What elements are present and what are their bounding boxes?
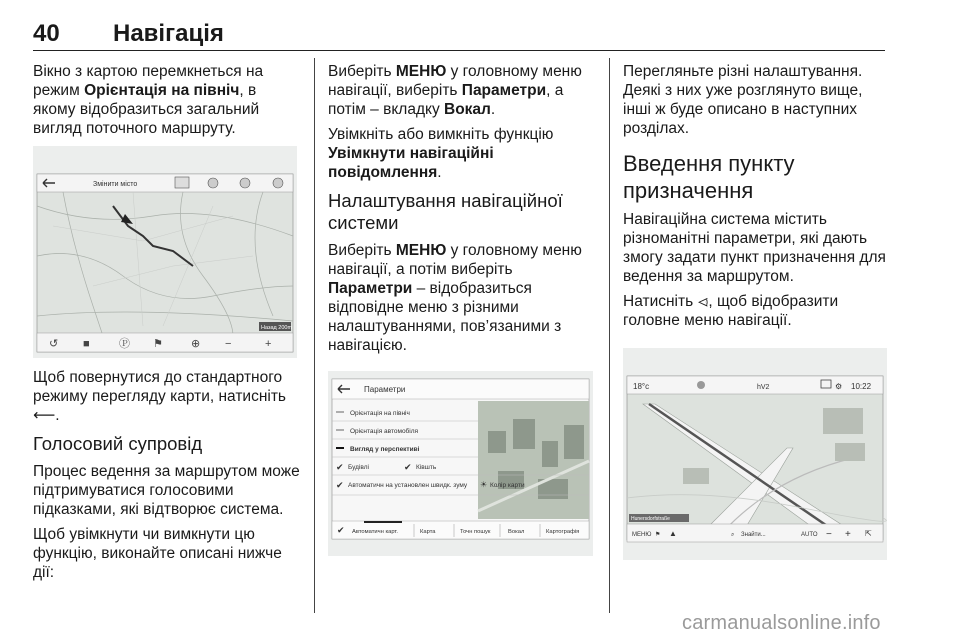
paragraph: Процес ведення за маршрутом може підтримуватися голосовими підказками, які відтворює система. <box>33 463 300 518</box>
svg-text:Орієнтація на північ: Орієнтація на північ <box>350 410 410 417</box>
svg-text:⊕: ⊕ <box>191 338 201 350</box>
navigation-screenshot <box>623 348 887 560</box>
paragraph: Щоб увімкнути чи вимкнути цю функцію, виконайте описані нижче дії: <box>33 526 282 581</box>
settings-screen-image <box>328 371 593 556</box>
svg-text:⌕: ⌕ <box>731 532 735 538</box>
paragraph: Вікно з картою перемкнеться на режим Орієнтація на північ, в якому відобразиться загальний вигляд поточного маршруту. <box>33 63 264 137</box>
column-1 <box>33 62 303 588</box>
paragraph: Навігаційна система містить різноманітні параметри, які дають змогу задати пункт призначення для ведення за маршрутом. <box>623 211 886 285</box>
section-heading: Налаштування навігаційної системи <box>328 190 563 233</box>
svg-text:18°c: 18°c <box>633 382 650 391</box>
svg-text:+: + <box>265 338 272 350</box>
svg-text:Автоматичн на установлен швидк: Автоматичн на установлен швидк. зуму <box>348 482 468 489</box>
back-arrow-icon: ⟵ <box>33 407 56 424</box>
svg-text:Колір карти: Колір карти <box>490 482 525 489</box>
svg-text:☀: ☀ <box>480 480 488 489</box>
svg-text:Ківшть: Ківшть <box>416 464 437 471</box>
chapter-title: Навігація <box>113 20 224 47</box>
svg-text:Назад 200m: Назад 200m <box>261 325 293 331</box>
svg-text:Карта: Карта <box>420 529 436 535</box>
svg-text:✔: ✔ <box>336 462 344 472</box>
svg-text:▲: ▲ <box>669 529 677 538</box>
section-heading: Голосовий супровід <box>33 433 203 454</box>
svg-text:Ⓟ: Ⓟ <box>119 338 130 350</box>
paragraph: Натисніть ⏿, щоб відобразити головне меню навігації. <box>623 293 839 329</box>
svg-text:МЕНЮ: МЕНЮ <box>632 532 652 538</box>
svg-text:hV2: hV2 <box>757 384 770 391</box>
svg-text:Автоматичн карт.: Автоматичн карт. <box>352 529 399 535</box>
page-header <box>33 18 885 51</box>
svg-text:⚑: ⚑ <box>655 532 661 538</box>
svg-text:Змінити місто: Змінити місто <box>93 181 138 188</box>
svg-text:⇱: ⇱ <box>865 529 872 538</box>
svg-text:↺: ↺ <box>49 338 59 350</box>
column-divider <box>314 58 315 613</box>
navigation-menu-icon: ⏿ <box>697 293 709 310</box>
svg-text:+: + <box>845 529 851 540</box>
svg-text:■: ■ <box>83 338 90 350</box>
paragraph: Виберіть МЕНЮ у головному меню навігації, а потім виберіть Параметри – відобразиться відповідне меню з різними налаштуваннями, пов’язаними з навігацією. <box>328 242 582 354</box>
column-2 <box>328 62 600 556</box>
svg-text:Вокал: Вокал <box>508 529 525 535</box>
svg-text:Будівлі: Будівлі <box>348 464 369 471</box>
svg-text:−: − <box>826 529 832 540</box>
svg-text:Параметри: Параметри <box>364 385 406 394</box>
paragraph: Виберіть МЕНЮ у головному меню навігації, виберіть Параметри, а потім – вкладку Вокал. <box>328 63 582 118</box>
svg-text:−: − <box>225 338 232 350</box>
svg-text:Знайти...: Знайти... <box>741 532 766 538</box>
paragraph: Увімкніть або вимкніть функцію Увімкнути навігаційні повідомлення. <box>328 126 554 181</box>
watermark: carmanualsonline.info <box>682 612 881 634</box>
svg-text:Орієнтація автомобіля: Орієнтація автомобіля <box>350 428 419 435</box>
section-heading: Введення пункту призначення <box>623 151 795 203</box>
paragraph: Щоб повернутися до стандартного режиму перегляду карти, натисніть ⟵. <box>33 369 287 424</box>
column-divider <box>609 58 610 613</box>
svg-text:✔: ✔ <box>336 480 344 490</box>
map-screenshot <box>33 146 297 358</box>
svg-text:⚑: ⚑ <box>153 338 163 350</box>
svg-text:⚙: ⚙ <box>835 382 843 391</box>
svg-text:AUTO: AUTO <box>801 532 818 538</box>
svg-text:Точн пошук: Точн пошук <box>460 529 491 535</box>
column-3 <box>623 62 888 560</box>
page-number: 40 <box>33 20 60 47</box>
svg-text:✔: ✔ <box>404 462 412 472</box>
map-screen-image <box>33 146 297 358</box>
paragraph: Перегляньте різні налаштування. Деякі з них уже розглянуто вище, інші ж буде описано в наступних розділах. <box>623 63 863 137</box>
settings-screenshot <box>328 371 593 556</box>
navigation-screen-image <box>623 348 887 560</box>
svg-text:Картографія: Картографія <box>546 529 580 535</box>
svg-text:10:22: 10:22 <box>851 382 872 391</box>
svg-text:Hunersdorfstraße: Hunersdorfstraße <box>631 516 670 522</box>
svg-text:✔: ✔ <box>337 525 345 535</box>
svg-text:Вигляд у перспективі: Вигляд у перспективі <box>350 446 420 453</box>
